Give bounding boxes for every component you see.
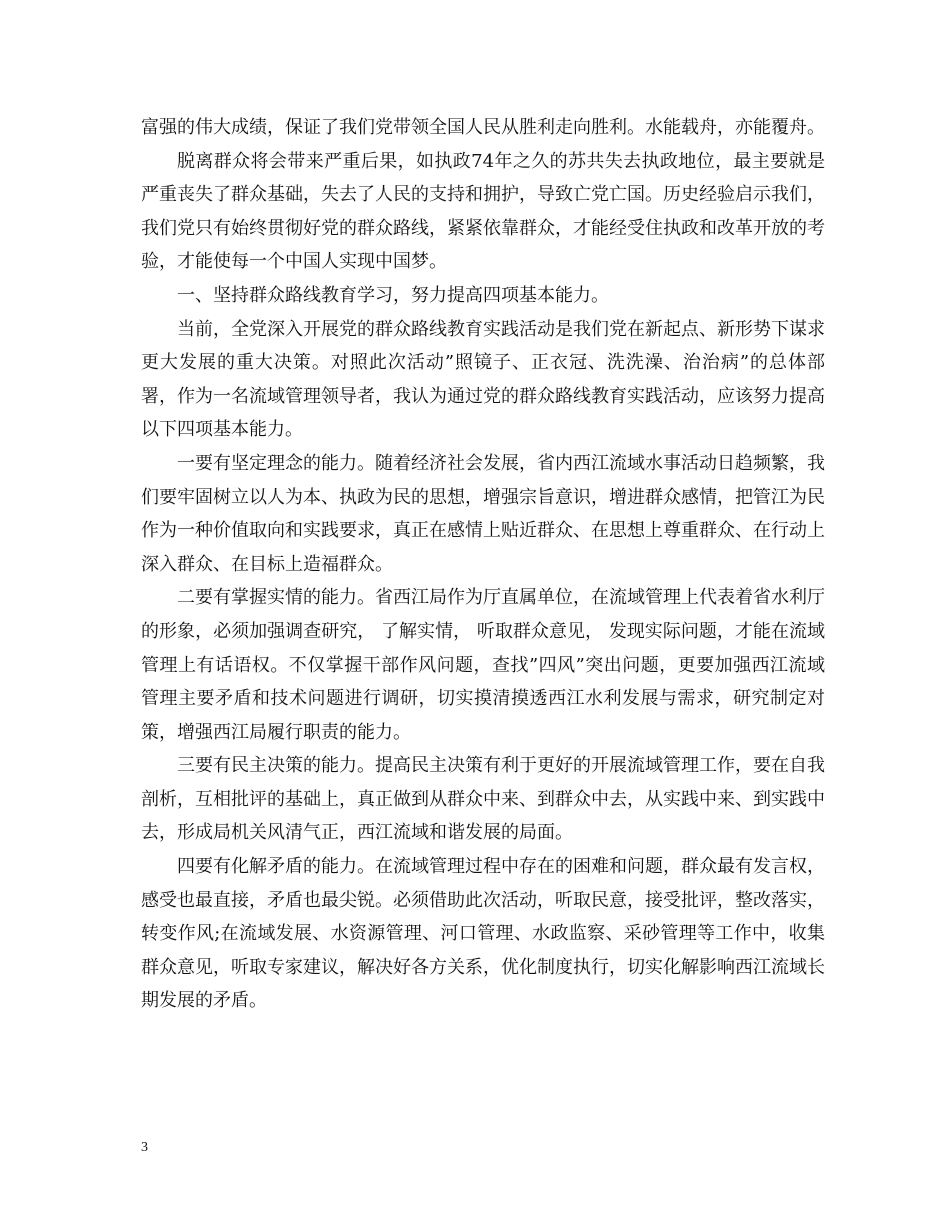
section-heading: 一、坚持群众路线教育学习，努力提高四项基本能力。 bbox=[177, 284, 609, 306]
paragraph-continued: 富强的伟大成绩，保证了我们党带领全国人民从胜利走向胜利。水能载舟，亦能覆舟。 bbox=[141, 117, 825, 138]
paragraph: 四要有化解矛盾的能力。在流域管理过程中存在的困难和问题，群众最有发言权，感受也最直接，矛盾也最尖锐。必须借助此次活动，听取民意，接受批评，整改落实，转变作风;在流域发展、水资源管理、河口管理、水政监察、采砂管理等工作中，收集群众意见，听取专家建议，解决好各方关系，优化制度执行，切实化解影响西江流域长期发展的矛盾。 bbox=[141, 856, 825, 1012]
paragraph: 三要有民主决策的能力。提高民主决策有利于更好的开展流域管理工作，要在自我剖析，互相批评的基础上，真正做到从群众中来、到群众中去，从实践中来、到实践中去，形成局机关风清气正，西江流域和谐发展的局面。 bbox=[141, 755, 825, 844]
paragraph: 二要有掌握实情的能力。省西江局作为厅直属单位，在流域管理上代表着省水利厅的形象，必须加强调查研究， 了解实情， 听取群众意见， 发现实际问题，才能在流域管理上有话语权。不仅掌握干部作风问题，查找”四风”突出问题，更要加强西江流域管理主要矛盾和技术问题进行调研，切实摸清摸透西江水利发展与需求，研究制定对策，增强西江局履行职责的能力。 bbox=[141, 587, 825, 743]
paragraph: 当前，全党深入开展党的群众路线教育实践活动是我们党在新起点、新形势下谋求更大发展的重大决策。对照此次活动”照镜子、正衣冠、洗洗澡、治治病”的总体部署，作为一名流域管理领导者，我认为通过党的群众路线教育实践活动，应该努力提高以下四项基本能力。 bbox=[141, 318, 825, 441]
page-number: 3 bbox=[141, 1140, 148, 1155]
paragraph: 一要有坚定理念的能力。随着经济社会发展，省内西江流域水事活动日趋频繁，我们要牢固树立以人为本、执政为民的思想，增强宗旨意识，增进群众感情，把管江为民作为一种价值取向和实践要求，真正在感情上贴近群众、在思想上尊重群众、在行动上深入群众、在目标上造福群众。 bbox=[141, 452, 825, 575]
document-body bbox=[141, 111, 825, 1018]
paragraph: 脱离群众将会带来严重后果，如执政74年之久的苏共失去执政地位，最主要就是严重丧失了群众基础，失去了人民的支持和拥护，导致亡党亡国。历史经验启示我们，我们党只有始终贯彻好党的群众路线，紧紧依靠群众，才能经受住执政和改革开放的考验，才能使每一个中国人实现中国梦。 bbox=[141, 150, 825, 273]
